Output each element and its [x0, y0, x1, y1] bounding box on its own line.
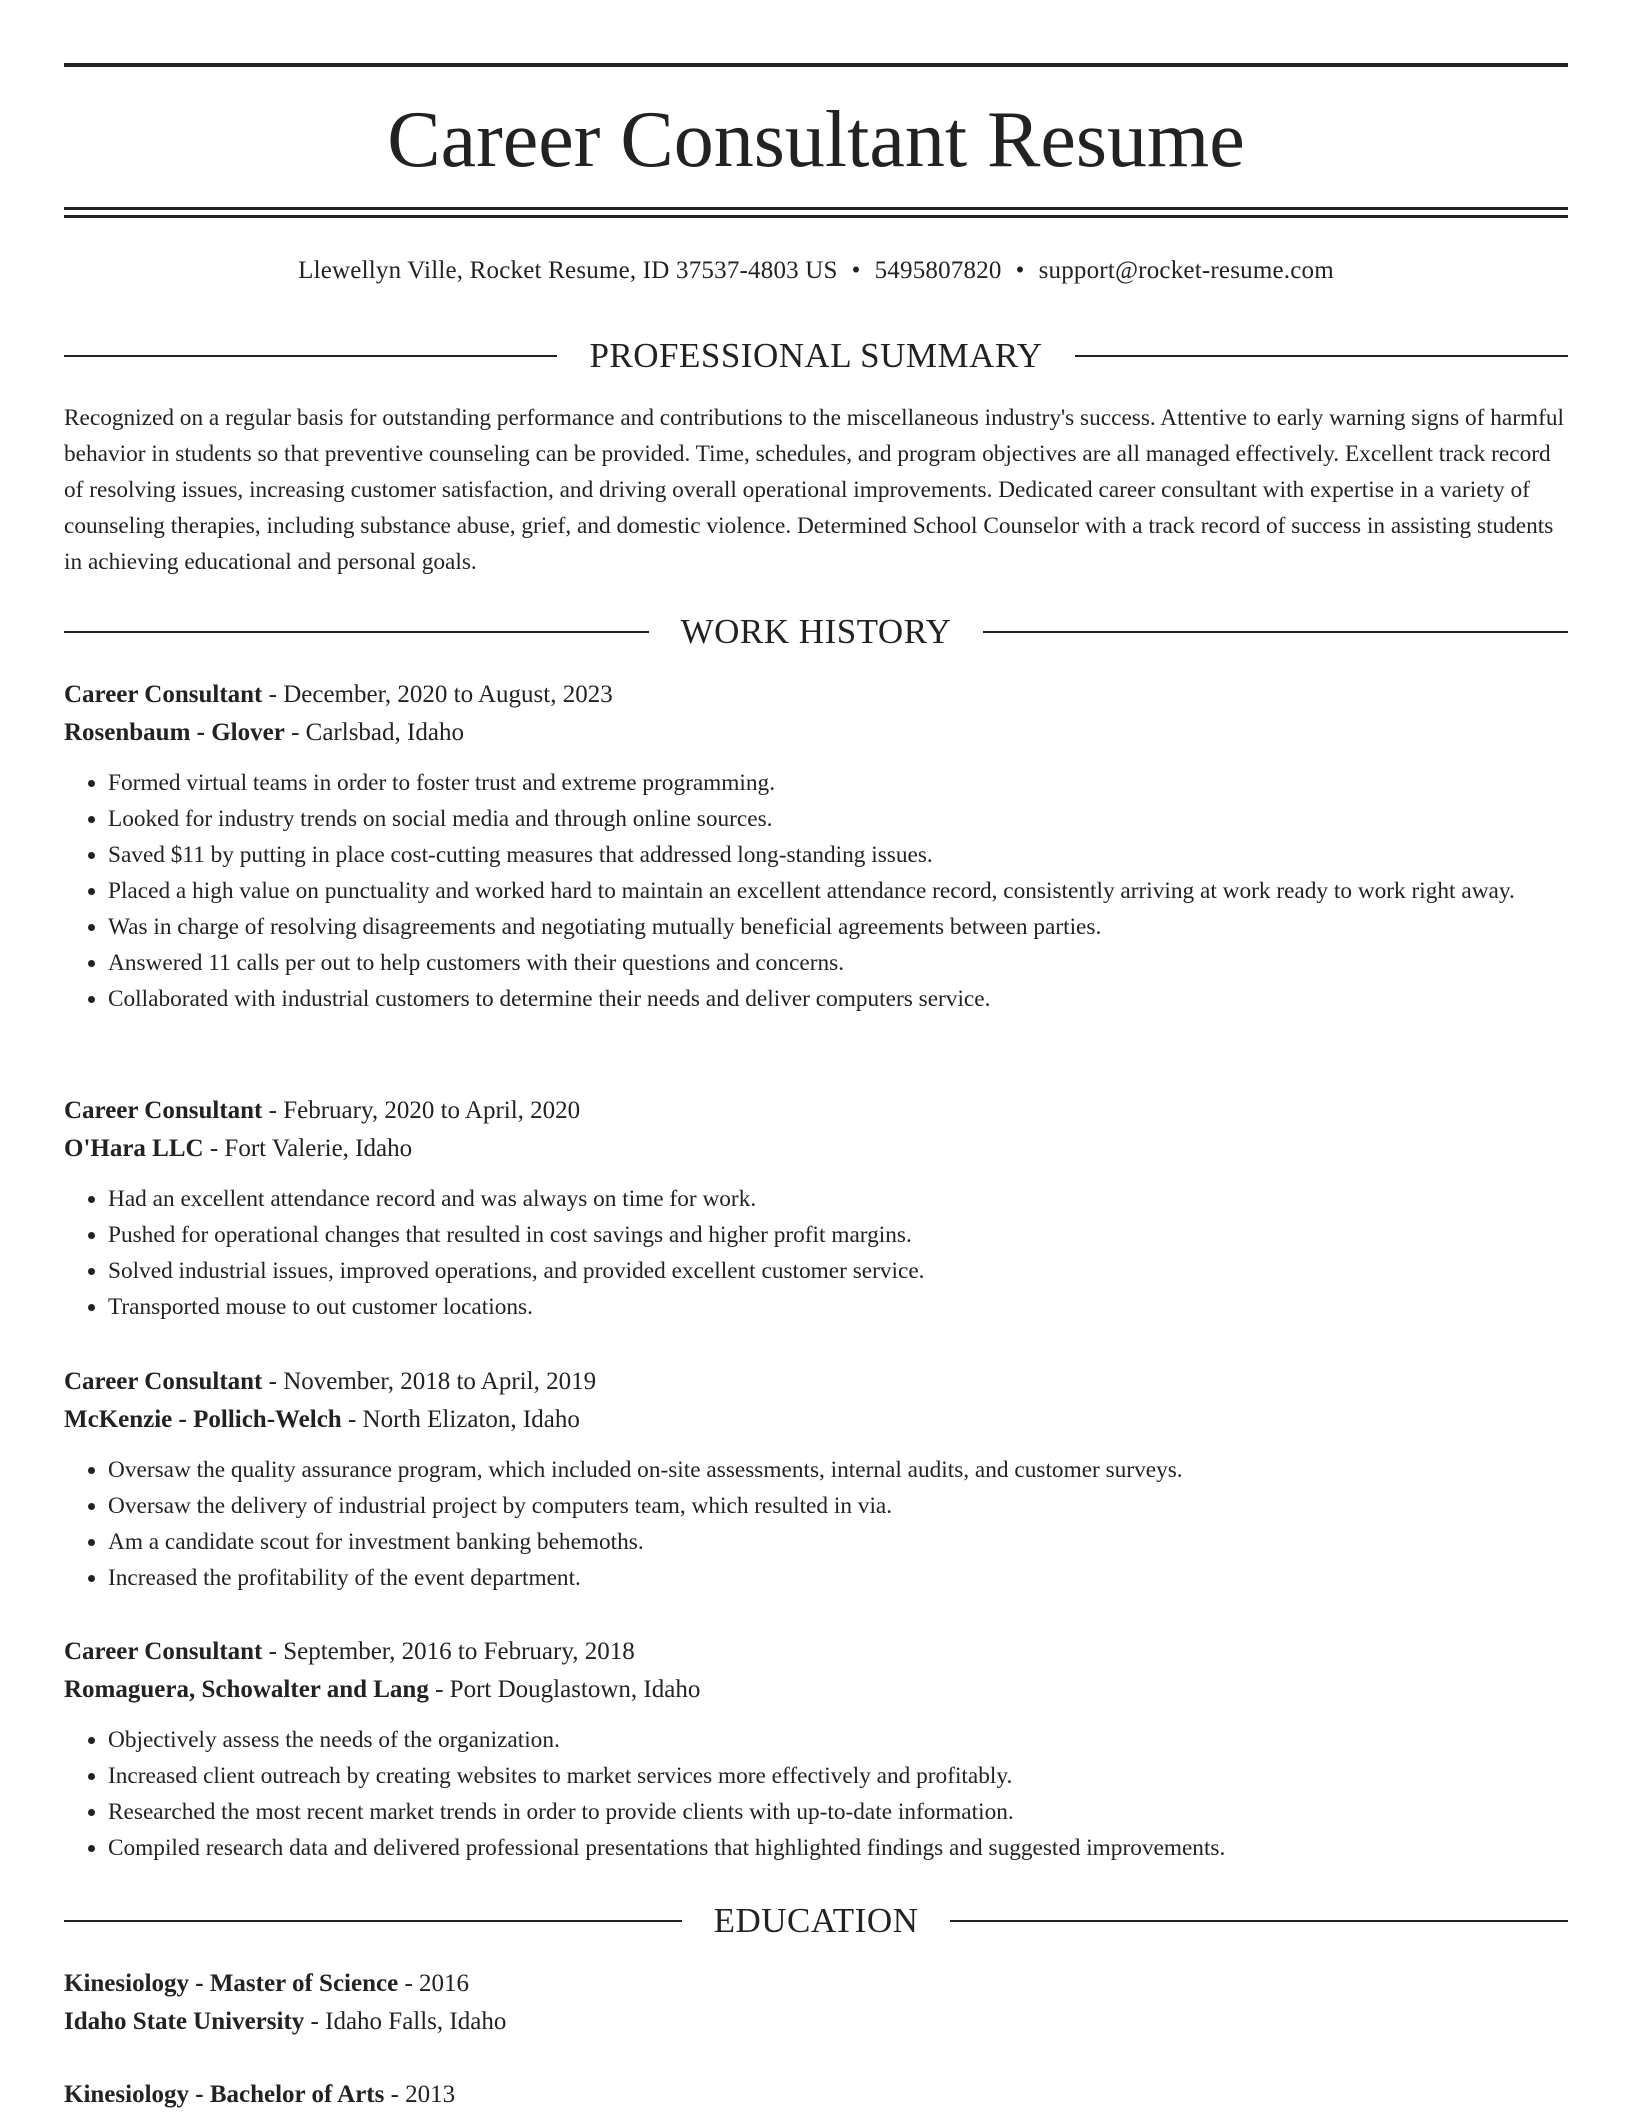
section-title: PROFESSIONAL SUMMARY: [589, 336, 1043, 375]
section-rule: [64, 355, 557, 357]
job-title: Career Consultant: [64, 1368, 263, 1395]
title-rule-lower: [64, 215, 1568, 218]
list-item: • Saved $11 by putting in place cost-cutting measures that addressed long-standing issues.: [108, 837, 1568, 873]
section-header-work: [64, 612, 1568, 652]
job-company: Rosenbaum - Glover: [64, 719, 285, 746]
job-bullets: [64, 765, 1568, 1017]
list-item: • Transported mouse to out customer locations.: [108, 1289, 1568, 1325]
job-dates: - December, 2020 to August, 2023: [262, 681, 613, 708]
list-item: • Compiled research data and delivered professional presentations that highlighted findings and suggested improvements.: [108, 1830, 1568, 1866]
list-item: • Looked for industry trends on social media and through online sources.: [108, 801, 1568, 837]
job-title: Career Consultant: [64, 1638, 263, 1665]
job-company-line: [64, 1671, 1568, 1709]
list-item: • Objectively assess the needs of the organization.: [108, 1722, 1568, 1758]
contact-line: [64, 253, 1568, 289]
list-item: • Am a candidate scout for investment banking behemoths.: [108, 1524, 1568, 1560]
list-item: • Collaborated with industrial customers to determine their needs and deliver computers service.: [108, 981, 1568, 1017]
job-company: McKenzie - Pollich-Welch: [64, 1406, 342, 1433]
edu-degree: Kinesiology - Bachelor of Arts: [64, 2081, 385, 2108]
education-entry: [64, 2076, 1568, 2114]
job-bullets: [64, 1452, 1568, 1596]
section-title: EDUCATION: [713, 1901, 919, 1940]
list-item: • Formed virtual teams in order to foster trust and extreme programming.: [108, 765, 1568, 801]
job-entry: [64, 1363, 1568, 1596]
edu-year: - 2013: [384, 2081, 456, 2108]
job-company-line: [64, 714, 1568, 752]
summary-text: Recognized on a regular basis for outstanding performance and contributions to the miscellaneous industry's success. Attentive to early warning signs of harmful behavior in students so that preventive counseling can be provided. Time, schedules, and program objectives are all managed effectively. Excellent track record of resolving issues, increasing customer satisfaction, and driving overall operational improvements. Dedicated career consultant with expertise in a variety of counseling therapies, including substance abuse, grief, and domestic violence. Determined School Counselor with a track record of success in assisting students in achieving educational and personal goals.: [64, 405, 1564, 575]
list-item: • Had an excellent attendance record and was always on time for work.: [108, 1181, 1568, 1217]
list-item: • Pushed for operational changes that resulted in cost savings and higher profit margins.: [108, 1217, 1568, 1253]
list-item: • Oversaw the delivery of industrial project by computers team, which resulted in via.: [108, 1488, 1568, 1524]
contact-separator: •: [1015, 257, 1025, 284]
edu-degree: Kinesiology - Master of Science: [64, 1970, 399, 1997]
edu-degree-line: [64, 2076, 1568, 2114]
job-company-line: [64, 1401, 1568, 1439]
section-rule: [950, 1920, 1568, 1922]
section-rule: [983, 631, 1568, 633]
contact-separator: •: [851, 257, 861, 284]
list-item: • Answered 11 calls per out to help customers with their questions and concerns.: [108, 945, 1568, 981]
contact-address: Llewellyn Ville, Rocket Resume, ID 37537-4803 US: [298, 257, 838, 284]
job-dates: - November, 2018 to April, 2019: [262, 1368, 597, 1395]
job-location: - Fort Valerie, Idaho: [203, 1135, 413, 1162]
section-title: WORK HISTORY: [680, 612, 952, 651]
page-title: Career Consultant Resume: [387, 96, 1245, 184]
list-item: • Researched the most recent market trends in order to provide clients with up-to-date information.: [108, 1794, 1568, 1830]
section-header-education: [64, 1901, 1568, 1941]
edu-school-line: [64, 2003, 1568, 2041]
job-bullets: [64, 1722, 1568, 1866]
edu-year: - 2016: [398, 1970, 470, 1997]
job-company-line: [64, 1130, 1568, 1168]
job-company: Romaguera, Schowalter and Lang: [64, 1676, 429, 1703]
edu-location: - Idaho Falls, Idaho: [304, 2008, 507, 2035]
job-dates: - September, 2016 to February, 2018: [262, 1638, 635, 1665]
job-title-line: [64, 676, 1568, 714]
title-rule-upper: [64, 207, 1568, 210]
contact-email: support@rocket-resume.com: [1038, 257, 1334, 284]
job-title-line: [64, 1092, 1568, 1130]
job-dates: - February, 2020 to April, 2020: [262, 1097, 581, 1124]
job-company: O'Hara LLC: [64, 1135, 204, 1162]
job-location: - Carlsbad, Idaho: [284, 719, 464, 746]
list-item: • Was in charge of resolving disagreements and negotiating mutually beneficial agreements between parties.: [108, 909, 1568, 945]
list-item: • Placed a high value on punctuality and worked hard to maintain an excellent attendance record, consistently arriving at work ready to work right away.: [108, 873, 1568, 909]
job-entry: [64, 1092, 1568, 1325]
job-location: - Port Douglastown, Idaho: [428, 1676, 701, 1703]
contact-phone: 5495807820: [874, 257, 1002, 284]
job-entry: [64, 1633, 1568, 1866]
edu-degree-line: [64, 1965, 1568, 2003]
top-rule: [64, 63, 1568, 67]
section-rule: [1075, 355, 1568, 357]
section-rule: [64, 1920, 682, 1922]
list-item: • Solved industrial issues, improved operations, and provided excellent customer service.: [108, 1253, 1568, 1289]
section-rule: [64, 631, 649, 633]
job-entry: [64, 676, 1568, 1017]
edu-school: Idaho State University: [64, 2008, 305, 2035]
list-item: • Increased client outreach by creating websites to market services more effectively and profitably.: [108, 1758, 1568, 1794]
list-item: • Increased the profitability of the event department.: [108, 1560, 1568, 1596]
job-title: Career Consultant: [64, 1097, 263, 1124]
education-entry: [64, 1965, 1568, 2041]
list-item: • Oversaw the quality assurance program, which included on-site assessments, internal audits, and customer surveys.: [108, 1452, 1568, 1488]
job-title-line: [64, 1363, 1568, 1401]
job-bullets: [64, 1181, 1568, 1325]
job-title: Career Consultant: [64, 681, 263, 708]
job-location: - North Elizaton, Idaho: [341, 1406, 580, 1433]
job-title-line: [64, 1633, 1568, 1671]
section-header-summary: [64, 336, 1568, 376]
